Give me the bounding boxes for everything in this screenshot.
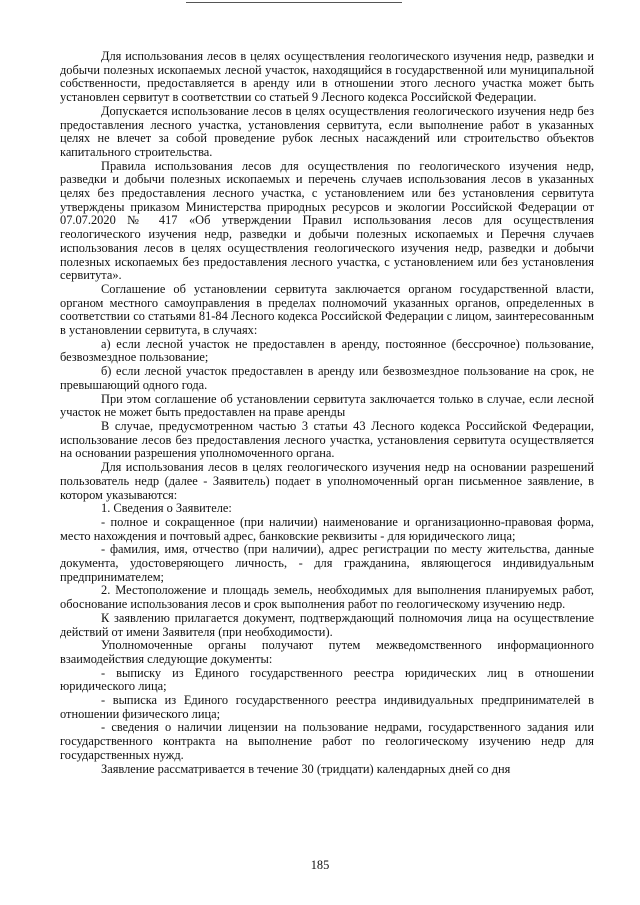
paragraph-6: б) если лесной участок предоставлен в аренду или безвозмездное пользование на срок, не превышающий одного года. — [60, 364, 594, 392]
paragraph-4: Соглашение об установлении сервитута заключается органом государственной власти, органом местного самоуправления в пределах полномочий указанных органов, определенных в соответствии со статьями 81-84 Лесного кодекса Российской Федерации с лицом, заинтересованным в установлении сервитута, в случаях: — [60, 281, 594, 338]
paragraph-7: При этом соглашение об установлении сервитута заключается только в случае, если лесной участок не может быть предоставлен на праве аренды — [60, 391, 594, 420]
paragraph-5: а) если лесной участок не предоставлен в аренду, постоянное (бессрочное) пользование, безвозмездное пользование; — [60, 336, 594, 365]
paragraph-14: К заявлению прилагается документ, подтверждающий полномочия лица на осуществление действий от имени Заявителя (при необходимости). — [60, 610, 594, 639]
paragraph-17: - выписка из Единого государственного реестра индивидуальных предпринимателей в отношении физического лица; — [60, 693, 594, 721]
paragraph-16: - выписку из Единого государственного реестра юридических лиц в отношении юридического лица; — [60, 665, 594, 694]
paragraph-2: Допускается использование лесов в целях осуществления геологического изучения недр без предоставления лесного участка, установления сервитута, если выполнение работ в указанных целях не влечет за собой проведение рубок лесных насаждений или строительство объектов капитального строительства. — [60, 103, 594, 159]
paragraph-19: Заявление рассматривается в течение 30 (тридцати) календарных дней со дня — [101, 761, 511, 776]
paragraph-12: - фамилия, имя, отчество (при наличии), адрес регистрации по месту жительства, данные документа, удостоверяющего личность, - для гражданина, являющегося индивидуальным предпринимателем; — [60, 542, 594, 584]
paragraph-1: Для использования лесов в целях осуществления геологического изучения недр, разведки и добычи полезных ископаемых лесной участок, находящийся в государственной или муниципальной собственности, предоставляется в аренду или в отношении этого лесного участка может быть установлен сервитут в соответствии со статьей 9 Лесного кодекса Российской Федерации. — [60, 49, 594, 105]
paragraph-18: - сведения о наличии лицензии на пользование недрами, государственного задания или государственного контракта на выполнение работ по геологическому изучению недр для государственных нужд. — [60, 720, 594, 762]
paragraph-10: 1. Сведения о Заявителе: — [101, 501, 232, 516]
paragraph-15: Уполномоченные органы получают путем межведомственного информационного взаимодействия следующие документы: — [60, 638, 594, 666]
paragraph-13: 2. Местоположение и площадь земель, необходимых для выполнения планируемых работ, обоснование использования лесов и срок выполнения работ по геологическому изучению недр. — [60, 583, 594, 612]
paragraph-8: В случае, предусмотренном частью 3 статьи 43 Лесного кодекса Российской Федерации, использование лесов без предоставления лесного участка, установления сервитута осуществляется на основании разрешения уполномоченного органа. — [60, 418, 594, 461]
document-body — [60, 50, 594, 776]
page-number: 185 — [310, 858, 330, 872]
header-rule — [186, 2, 402, 3]
paragraph-3: Правила использования лесов для осуществления по геологического изучения недр, разведки и добычи полезных ископаемых и перечень случаев использования лесов в указанных целях без предоставления лесного участка, с установлением или без установления сервитута утверждены приказом Министерства природных ресурсов и экологии Российской Федерации от 07.07.2020 № 417 «Об утверждении Правил использования лесов для осуществления геологического изучения недр, разведки и добычи полезных ископаемых и Перечня случаев использования лесов в целях осуществления геологического изучения недр, разведки и добычи полезных ископаемых без предоставления лесного участка, с установлением или без установления сервитута». — [60, 158, 594, 283]
paragraph-9: Для использования лесов в целях геологического изучения недр на основании разрешений пользователь недр (далее - Заявитель) подает в уполномоченный орган письменное заявление, в котором указываются: — [60, 460, 594, 502]
paragraph-11: - полное и сокращенное (при наличии) наименование и организационно-правовая форма, место нахождения и почтовый адрес, банковские реквизиты - для юридического лица; — [60, 514, 594, 543]
